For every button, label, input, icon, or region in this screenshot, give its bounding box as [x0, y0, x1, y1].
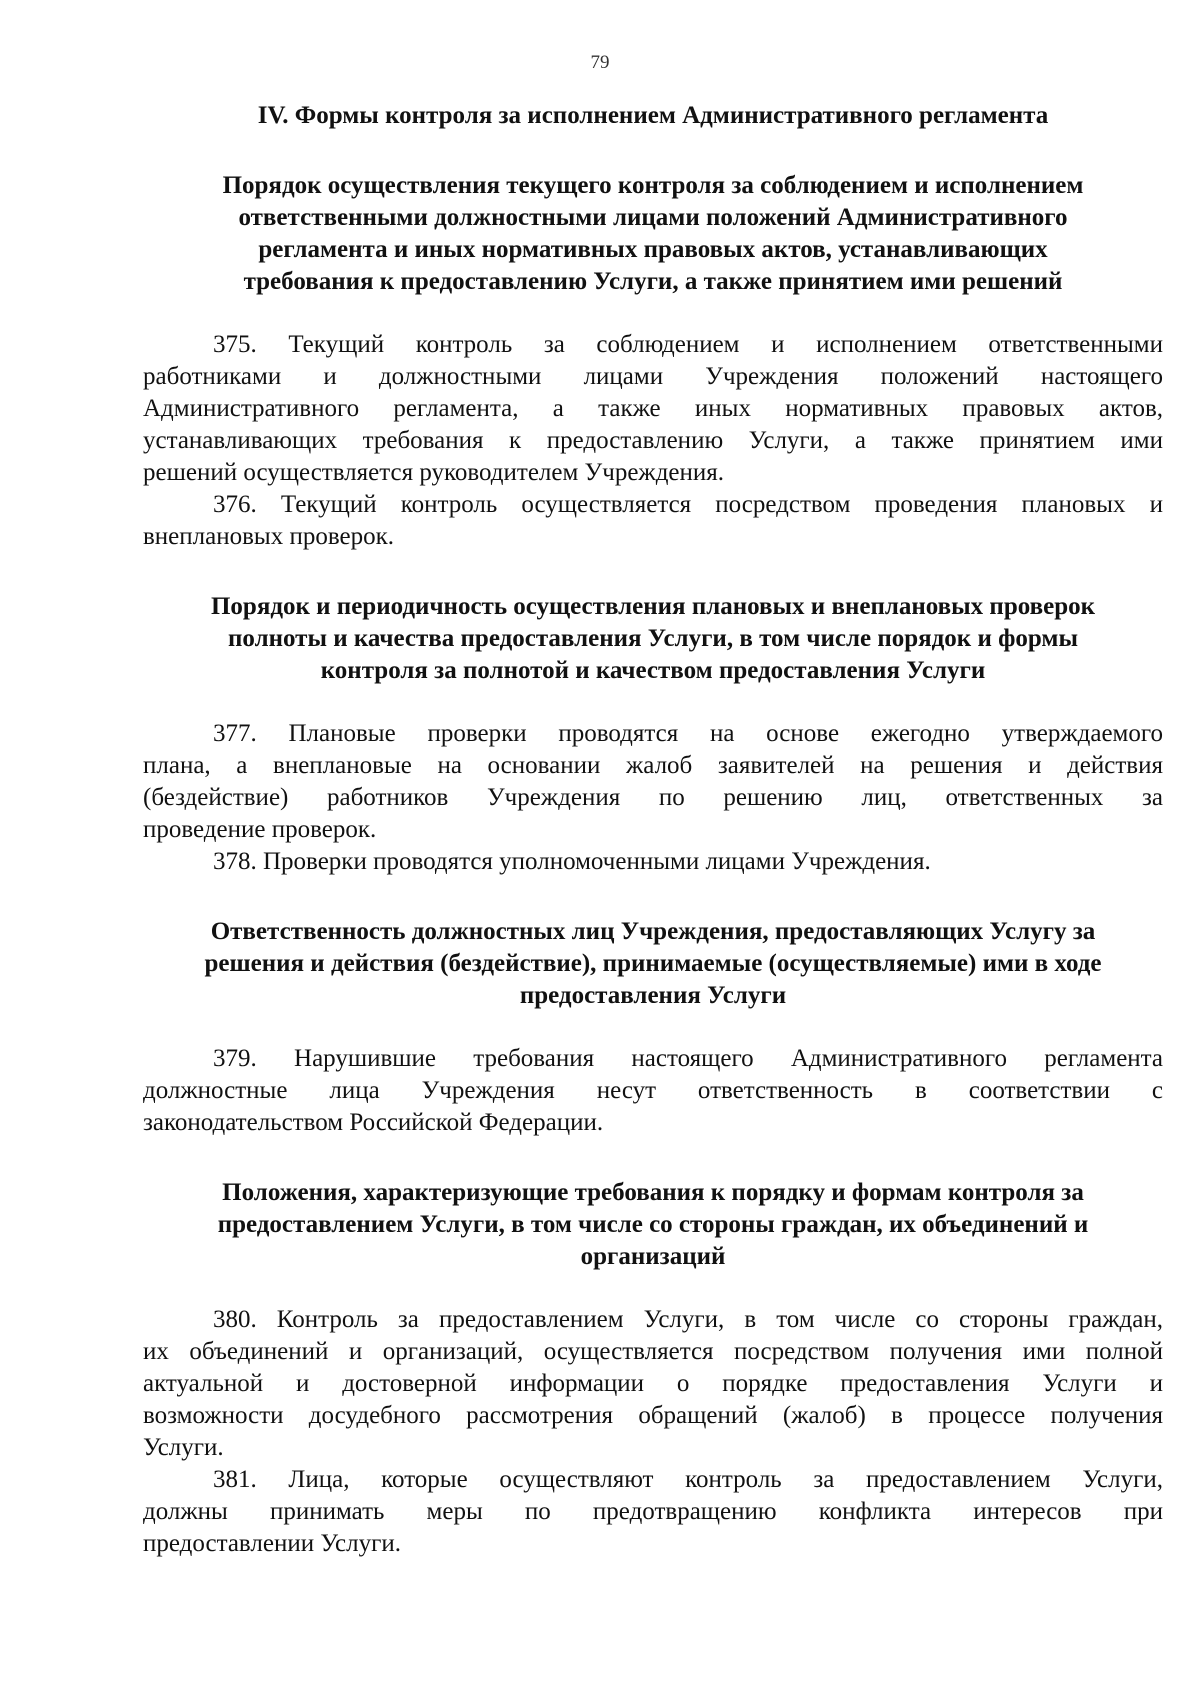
- paragraph-line: (бездействие) работников Учреждения по решению лиц, ответственных за: [143, 784, 1163, 811]
- paragraph-line: актуальной и достоверной информации о порядке предоставления Услуги и: [143, 1370, 1163, 1397]
- paragraph: [143, 846, 1163, 878]
- paragraph: [143, 489, 1163, 553]
- section-heading-line: Порядок осуществления текущего контроля за соблюдением и исполнением: [222, 172, 1084, 199]
- section-heading-line: полноты и качества предоставления Услуги, в том числе порядок и формы: [228, 625, 1078, 652]
- section-heading-line: контроля за полнотой и качеством предоставления Услуги: [320, 657, 986, 684]
- paragraph: [143, 329, 1163, 489]
- section-heading-line: решения и действия (бездействие), принимаемые (осуществляемые) ими в ходе: [204, 950, 1102, 977]
- paragraph: [143, 1043, 1163, 1139]
- chapter-title: IV. Формы контроля за исполнением Административного регламента: [257, 102, 1049, 129]
- paragraph-line: Административного регламента, а также иных нормативных правовых актов,: [143, 395, 1163, 422]
- paragraph-line: законодательством Российской Федерации.: [143, 1109, 604, 1136]
- paragraph-line: работниками и должностными лицами Учреждения положений настоящего: [143, 363, 1163, 390]
- section-heading-line: предоставлением Услуги, в том числе со стороны граждан, их объединений и: [217, 1211, 1089, 1238]
- section-heading-line: Положения, характеризующие требования к порядку и формам контроля за: [222, 1179, 1084, 1206]
- paragraph-line: предоставлении Услуги.: [143, 1530, 401, 1557]
- paragraph-line: 380. Контроль за предоставлением Услуги, в том числе со стороны граждан,: [213, 1306, 1163, 1333]
- section-heading-line: требования к предоставлению Услуги, а также принятием ими решений: [243, 268, 1063, 295]
- paragraph-line: 378. Проверки проводятся уполномоченными лицами Учреждения.: [213, 848, 931, 875]
- section-heading-line: регламента и иных нормативных правовых актов, устанавливающих: [258, 236, 1048, 263]
- heading-spacer: [143, 298, 1163, 329]
- paragraph-line: проведение проверок.: [143, 816, 377, 843]
- section-heading: [143, 170, 1163, 298]
- paragraph: [143, 1464, 1163, 1560]
- paragraph-line: решений осуществляется руководителем Учреждения.: [143, 459, 725, 486]
- section: [143, 591, 1163, 878]
- paragraph-line: 376. Текущий контроль осуществляется посредством проведения плановых и: [213, 491, 1163, 518]
- paragraph-line: Услуги.: [143, 1434, 224, 1461]
- section: [143, 916, 1163, 1139]
- paragraph-line: устанавливающих требования к предоставлению Услуги, а также принятием ими: [143, 427, 1163, 454]
- paragraph-line: должны принимать меры по предотвращению конфликта интересов при: [143, 1498, 1163, 1525]
- paragraph-line: плана, а внеплановые на основании жалоб заявителей на решения и действия: [143, 752, 1163, 779]
- paragraph: [143, 718, 1163, 846]
- paragraph-line: возможности досудебного рассмотрения обращений (жалоб) в процессе получения: [143, 1402, 1163, 1429]
- paragraph-line: 375. Текущий контроль за соблюдением и исполнением ответственными: [213, 331, 1163, 358]
- section: [143, 1177, 1163, 1560]
- document-body: [143, 100, 1163, 1560]
- section: [143, 170, 1163, 553]
- paragraph-line: внеплановых проверок.: [143, 523, 394, 550]
- section-heading: [143, 916, 1163, 1012]
- paragraph-line: 379. Нарушившие требования настоящего Административного регламента: [213, 1045, 1163, 1072]
- heading-spacer: [143, 1273, 1163, 1304]
- sections-container: [143, 170, 1163, 1560]
- paragraph-line: их объединений и организаций, осуществляется посредством получения ими полной: [143, 1338, 1163, 1365]
- page-number: 79: [590, 52, 610, 73]
- section-heading-line: ответственными должностными лицами положений Административного: [238, 204, 1068, 231]
- section-heading-line: предоставления Услуги: [519, 982, 787, 1009]
- section-spacer: [143, 553, 1163, 591]
- heading-spacer: [143, 687, 1163, 718]
- paragraph: [143, 1304, 1163, 1464]
- section-heading-line: Ответственность должностных лиц Учреждения, предоставляющих Услугу за: [210, 918, 1096, 945]
- paragraph-line: должностные лица Учреждения несут ответственность в соответствии с: [143, 1077, 1163, 1104]
- paragraph-line: 377. Плановые проверки проводятся на основе ежегодно утверждаемого: [213, 720, 1163, 747]
- section-heading: [143, 591, 1163, 687]
- heading-spacer: [143, 1012, 1163, 1043]
- section-heading-line: Порядок и периодичность осуществления плановых и внеплановых проверок: [210, 593, 1096, 620]
- paragraph-line: 381. Лица, которые осуществляют контроль за предоставлением Услуги,: [213, 1466, 1163, 1493]
- section-spacer: [143, 878, 1163, 916]
- section-spacer: [143, 1139, 1163, 1177]
- section-heading-line: организаций: [580, 1243, 726, 1270]
- section-heading: [143, 1177, 1163, 1273]
